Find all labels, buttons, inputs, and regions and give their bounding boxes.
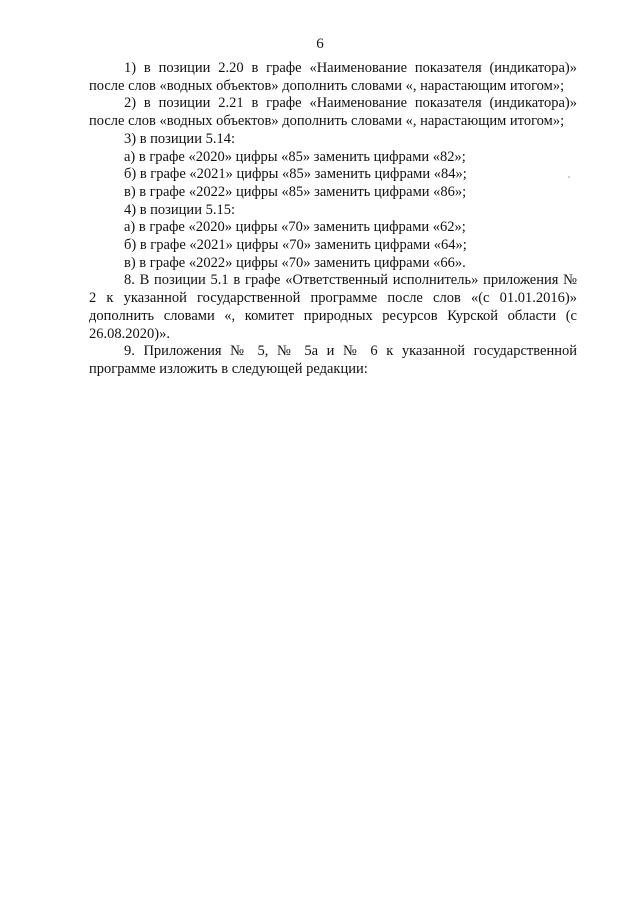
paragraph-item-3c: в) в графе «2022» цифры «85» заменить цифрами «86»; — [124, 183, 467, 200]
paragraph-item-4b: б) в графе «2021» цифры «70» заменить цифрами «64»; — [124, 237, 467, 254]
scan-speck — [568, 176, 570, 178]
paragraph-item-2: 2) в позиции 2.21 в графе «Наименование показателя (индикатора)» после слов «водных объектов» дополнить словами «, нарастающим итогом»; — [89, 95, 577, 130]
page-number: 6 — [316, 36, 324, 52]
paragraph-section-9: 9. Приложения № 5, № 5а и № 6 к указанной государственной программе изложить в следующей редакции: — [89, 343, 577, 377]
paragraph-item-3: 3) в позиции 5.14: — [124, 130, 235, 147]
paragraph-item-3a: а) в графе «2020» цифры «85» заменить цифрами «82»; — [124, 148, 466, 165]
paragraph-item-4: 4) в позиции 5.15: — [124, 201, 235, 218]
paragraph-item-3b: б) в графе «2021» цифры «85» заменить цифрами «84»; — [124, 166, 467, 183]
paragraph-item-4a: а) в графе «2020» цифры «70» заменить цифрами «62»; — [124, 219, 466, 236]
document-body — [89, 60, 577, 379]
paragraph-section-8: 8. В позиции 5.1 в графе «Ответственный исполнитель» приложения № 2 к указанной государственной программе после слов «(с 01.01.2016)» дополнить словами «, комитет природных ресурсов Курской области (с 26.08.2020)». — [89, 272, 577, 342]
paragraph-item-1: 1) в позиции 2.20 в графе «Наименование показателя (индикатора)» после слов «водных объектов» дополнить словами «, нарастающим итогом»; — [89, 60, 577, 94]
paragraph-item-4c: в) в графе «2022» цифры «70» заменить цифрами «66». — [124, 254, 466, 271]
